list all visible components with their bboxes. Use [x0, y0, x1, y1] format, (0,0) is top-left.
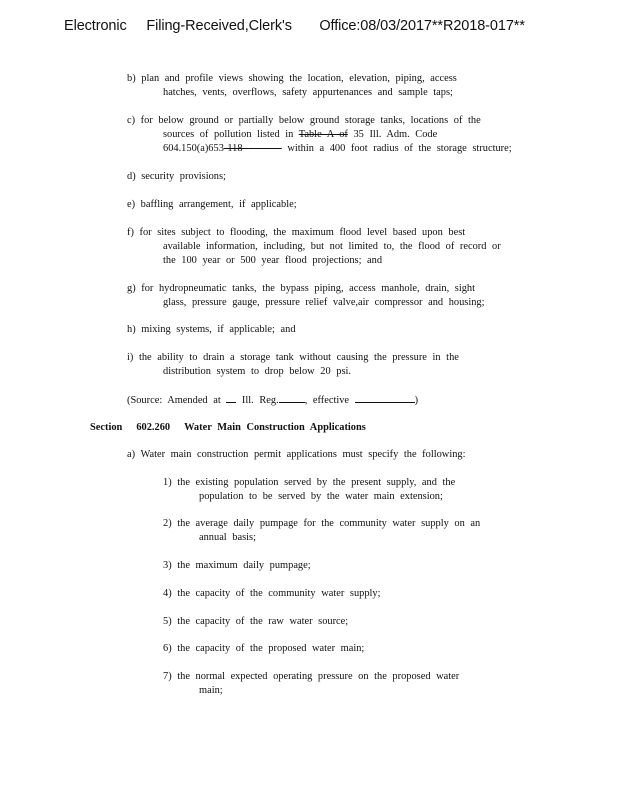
blank-line	[355, 393, 415, 403]
struck-text: Table A of	[298, 129, 348, 140]
struck-text: -118	[223, 143, 249, 154]
intro-paragraph: a) Water main construction permit applications must specify the following:	[127, 449, 466, 460]
section-heading	[90, 421, 380, 435]
header-office-date: Office:08/03/2017**R2018-017**	[319, 18, 525, 34]
blank-line	[279, 393, 305, 403]
item-d: d) security provisions;	[127, 171, 226, 182]
section-number: 602.260	[136, 422, 171, 433]
subitem-7: 7) the normal expected operating pressure on the proposed water main;	[163, 671, 460, 696]
item-b: b) plan and profile views showing the location, elevation, piping, access hatches, vents, overflows, safety appurtenances and sample taps;	[127, 73, 457, 98]
header-filing-received: Filing-Received,Clerk's	[146, 18, 292, 34]
section-title: Water Main Construction Applications	[184, 422, 366, 433]
filing-header	[64, 18, 604, 34]
blank-line	[226, 393, 236, 403]
subitem-1: 1) the existing population served by the present supply, and the population to be served by the water main extension;	[163, 477, 456, 502]
item-g: g) for hydropneumatic tanks, the bypass piping, access manhole, drain, sight glass, pressure gauge, pressure relief valve,air compressor and housing;	[127, 283, 485, 308]
source-note: (Source: Amended at Ill. Reg. , effective )	[127, 395, 419, 406]
section-label: Section	[90, 422, 123, 433]
item-i: i) the ability to drain a storage tank without causing the pressure in the distribution system to drop below 20 psi.	[127, 352, 459, 377]
item-f: f) for sites subject to flooding, the maximum flood level based upon best available information, including, but not limited to, the flood of record or the 100 year or 500 year flood projections; and	[127, 227, 501, 266]
item-h: h) mixing systems, if applicable; and	[127, 324, 296, 335]
subitem-6: 6) the capacity of the proposed water main;	[163, 643, 365, 654]
subitem-4: 4) the capacity of the community water supply;	[163, 588, 381, 599]
subitem-5: 5) the capacity of the raw water source;	[163, 616, 349, 627]
item-c: c) for below ground or partially below ground storage tanks, locations of the sources of pollution listed in Table A of 35 Ill. Adm. Code 604.150(a)653-118 within a 400 foot radius of the storage structure;	[127, 115, 512, 154]
header-electronic: Electronic	[64, 18, 127, 34]
subitem-2: 2) the average daily pumpage for the community water supply on an annual basis;	[163, 518, 481, 543]
item-e: e) baffling arrangement, if applicable;	[127, 199, 297, 210]
subitem-3: 3) the maximum daily pumpage;	[163, 560, 311, 571]
